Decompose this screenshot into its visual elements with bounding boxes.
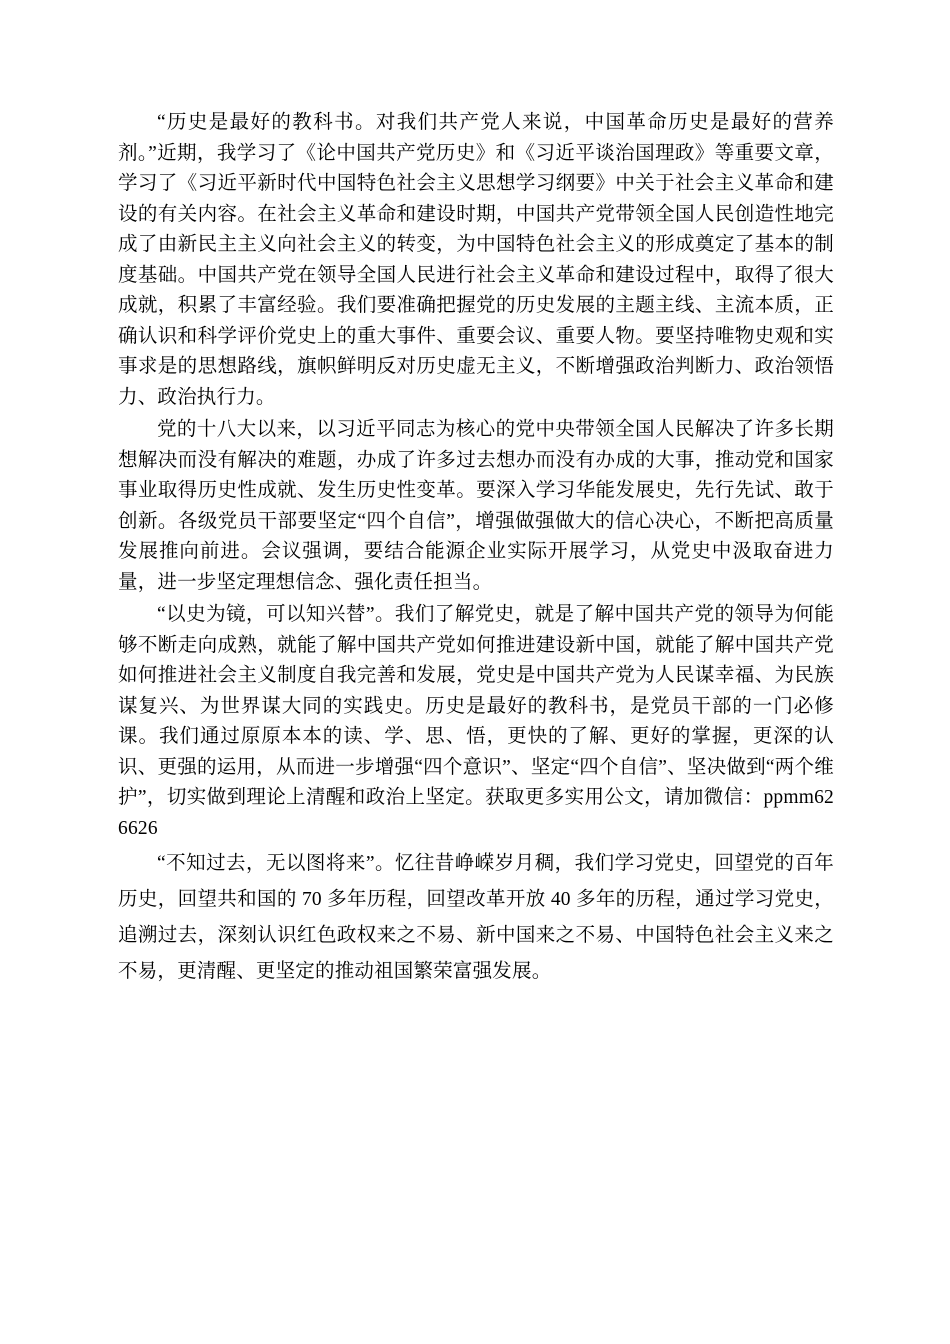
paragraph-3: “以史为镜，可以知兴替”。我们了解党史，就是了解中国共产党的领导为何能够不断走向成熟，就能了解中国共产党如何推进建设新中国，就能了解中国共产党如何推进社会主义制度自我完善和发展，党史是中国共产党为人民谋幸福、为民族谋复兴、为世界谋大同的实践史。历史是最好的教科书，是党员干部的一门必修课。我们通过原原本本的读、学、思、悟，更快的了解、更好的掌握，更深的认识、更强的运用，从而进一步增强“四个意识”、坚定“四个自信”、坚决做到“两个维护”，切实做到理论上清醒和政治上坚定。获取更多实用公文，请加微信：ppmm626626 [118,604,834,839]
document-body [118,108,834,992]
paragraph-1: “历史是最好的教科书。对我们共产党人来说，中国革命历史是最好的营养剂。”近期，我学习了《论中国共产党历史》和《习近平谈治国理政》等重要文章，学习了《习近平新时代中国特色社会主义思想学习纲要》中关于社会主义革命和建设的有关内容。在社会主义革命和建设时期，中国共产党带领全国人民创造性地完成了由新民主主义向社会主义的转变，为中国特色社会主义的形成奠定了基本的制度基础。中国共产党在领导全国人民进行社会主义革命和建设过程中，取得了很大成就，积累了丰富经验。我们要准确把握党的历史发展的主题主线、主流本质，正确认识和科学评价党史上的重大事件、重要会议、重要人物。要坚持唯物史观和实事求是的思想路线，旗帜鲜明反对历史虚无主义，不断增强政治判断力、政治领悟力、政治执行力。 [118,112,834,408]
paragraph-2: 党的十八大以来，以习近平同志为核心的党中央带领全国人民解决了许多长期想解决而没有解决的难题，办成了许多过去想办而没有办成的大事，推动党和国家事业取得历史性成就、发生历史性变革。要深入学习华能发展史，先行先试、敢于创新。各级党员干部要坚定“四个自信”，增强做强做大的信心决心，不断把高质量发展推向前进。会议强调，要结合能源企业实际开展学习，从党史中汲取奋进力量，进一步坚定理想信念、强化责任担当。 [118,419,834,593]
paragraph-4: “不知过去，无以图将来”。忆往昔峥嵘岁月稠，我们学习党史，回望党的百年历史，回望共和国的 70 多年历程，回望改革开放 40 多年的历程，通过学习党史，追溯过去，深刻认识红色政权来之不易、新中国来之不易、中国特色社会主义来之不易，更清醒、更坚定的推动祖国繁荣富强发展。 [118,853,834,982]
